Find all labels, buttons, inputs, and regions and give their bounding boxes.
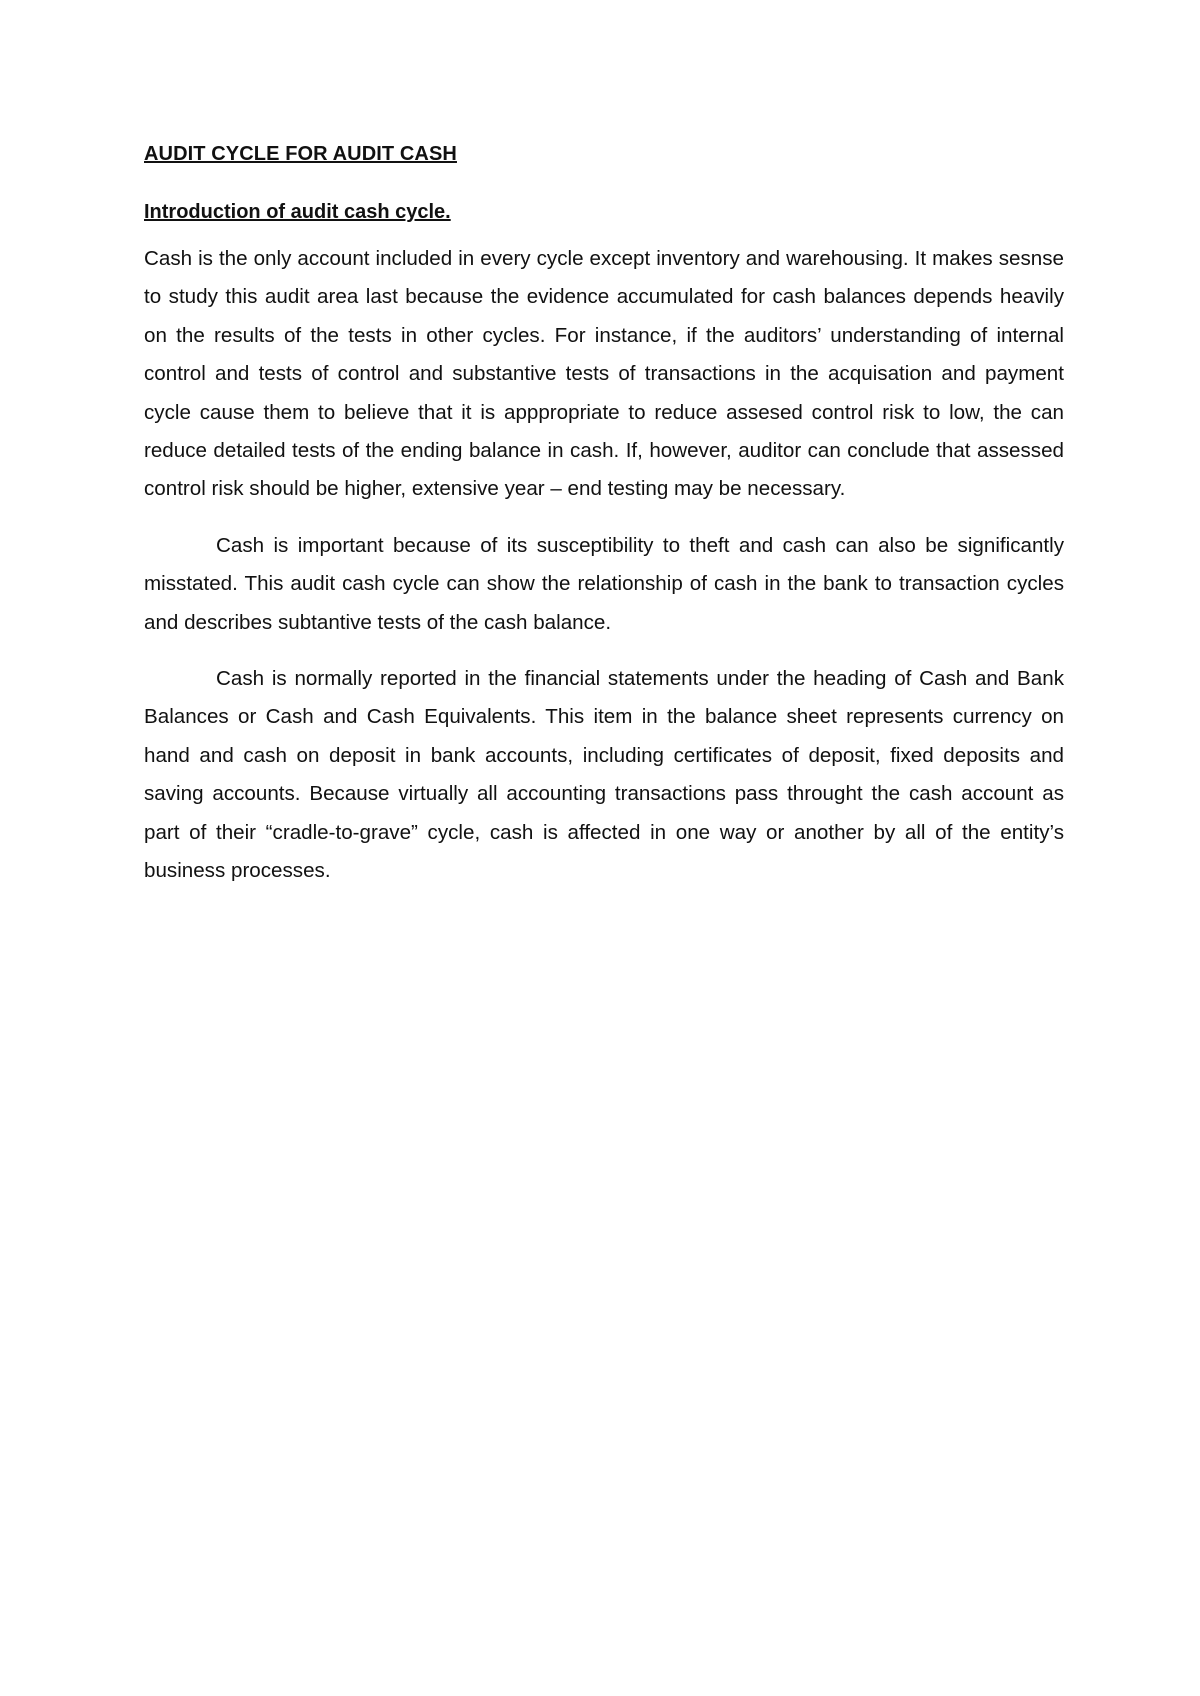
document-title: AUDIT CYCLE FOR AUDIT CASH xyxy=(144,143,457,165)
section-heading: Introduction of audit cash cycle. xyxy=(144,201,451,223)
paragraph-importance: Cash is important because of its susceptibility to theft and cash can also be significantly misstated. This audit cash cycle can show the relationship of cash in the bank to transaction cycles and describes subtantive tests of the cash balance. xyxy=(144,533,1064,634)
paragraph-introduction: Cash is the only account included in every cycle except inventory and warehousing. It makes sesnse to study this audit area last because the evidence accumulated for cash balances depends heavily on the results of the tests in other cycles. For instance, if the auditors’ understanding of internal control and tests of control and substantive tests of transactions in the acquisation and payment cycle cause them to believe that it is apppropriate to reduce assesed control risk to low, the can reduce detailed tests of the ending balance in cash. If, however, auditor can conclude that assessed control risk should be higher, extensive year – end testing may be necessary. xyxy=(144,247,1064,501)
document-body xyxy=(144,142,1064,891)
paragraph-reporting: Cash is normally reported in the financial statements under the heading of Cash and Bank Balances or Cash and Cash Equivalents. This item in the balance sheet represents currency on hand and cash on deposit in bank accounts, including certificates of deposit, fixed deposits and saving accounts. Because virtually all accounting transactions pass throught the cash account as part of their “cradle-to-grave” cycle, cash is affected in one way or another by all of the entity’s business processes. xyxy=(144,667,1064,883)
